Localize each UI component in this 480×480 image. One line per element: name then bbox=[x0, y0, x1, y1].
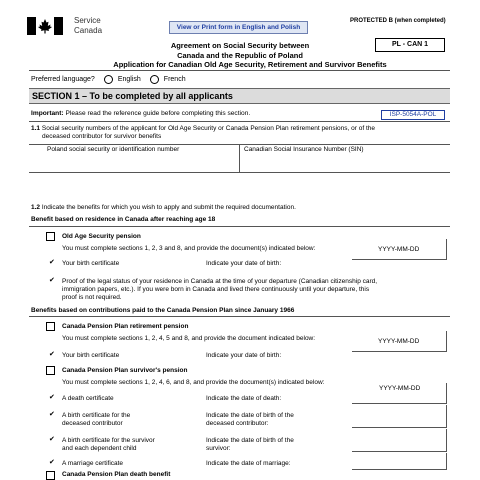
q12-number: 1.2 bbox=[31, 204, 41, 211]
divider bbox=[29, 226, 450, 227]
date-format-label: YYYY-MM-DD bbox=[378, 338, 420, 345]
oas-doc1-prompt: Indicate your date of birth: bbox=[206, 260, 282, 267]
divider bbox=[29, 70, 450, 71]
poland-ssn-header: Poland social security or identification number bbox=[47, 146, 180, 153]
important-text: Please read the reference guide before completing this section. bbox=[65, 110, 251, 117]
contributor-birthdate-field[interactable] bbox=[352, 405, 447, 428]
cpp-survivor-checkbox[interactable] bbox=[46, 366, 55, 375]
checkmark-icon: ✔ bbox=[49, 259, 55, 266]
cpp-retirement-checkbox[interactable] bbox=[46, 322, 55, 331]
title-line2: Canada and the Republic of Poland bbox=[177, 50, 303, 60]
marriage-date-field[interactable] bbox=[352, 453, 447, 470]
doc3-line2: and each dependent child bbox=[62, 445, 137, 452]
q12-text: Indicate the benefits for which you wish to apply and submit the required documentation. bbox=[41, 204, 296, 211]
doc2-prompt-line1: Indicate the date of birth of the bbox=[206, 412, 294, 419]
cpp-survivor-doc4: A marriage certificate bbox=[62, 460, 124, 467]
death-benefit-clip bbox=[0, 470, 480, 480]
oas-doc2-line3: proof is not required. bbox=[62, 294, 122, 301]
checkmark-icon: ✔ bbox=[49, 459, 55, 466]
language-row bbox=[31, 75, 186, 84]
important-label: Important: bbox=[31, 110, 64, 117]
survivor-birthdate-field[interactable] bbox=[352, 429, 447, 452]
cpp-survivor-doc2-prompt bbox=[206, 412, 294, 428]
oas-doc2 bbox=[62, 278, 447, 302]
cpp-retirement-instruction: You must complete sections 1, 2, 4, 5 and 8, and provide the document indicated below: bbox=[62, 335, 316, 342]
cpp-retirement-birthdate-field[interactable] bbox=[352, 331, 447, 352]
poland-ssn-input[interactable] bbox=[41, 155, 236, 171]
title-line1: Agreement on Social Security between bbox=[170, 41, 310, 50]
cpp-survivor-doc4-prompt: Indicate the date of marriage: bbox=[206, 460, 291, 467]
canada-sin-input[interactable] bbox=[242, 155, 447, 171]
checkmark-icon: ✔ bbox=[49, 411, 55, 418]
doc3-prompt-line1: Indicate the date of birth of the bbox=[206, 437, 294, 444]
checkmark-icon: ✔ bbox=[49, 394, 55, 401]
doc2-prompt-line2: deceased contributor: bbox=[206, 420, 269, 427]
date-format-label: YYYY-MM-DD bbox=[378, 246, 420, 253]
cpp-death-title: Canada Pension Plan death benefit bbox=[62, 471, 171, 478]
oas-doc1: Your birth certificate bbox=[62, 260, 120, 267]
cpp-death-checkbox[interactable] bbox=[46, 471, 55, 480]
residence-heading: Benefit based on residence in Canada after reaching age 18 bbox=[31, 216, 216, 223]
divider bbox=[29, 316, 450, 317]
service-canada-wordmark bbox=[74, 16, 102, 36]
language-label: Preferred language? bbox=[31, 76, 95, 83]
cpp-retirement-doc1-prompt: Indicate your date of birth: bbox=[206, 352, 282, 359]
checkmark-icon: ✔ bbox=[49, 277, 55, 284]
cpp-survivor-doc1: A death certificate bbox=[62, 395, 114, 402]
french-label: French bbox=[163, 76, 186, 83]
doc3-line1: A birth certificate for the survivor bbox=[62, 437, 155, 444]
form-subtitle: Application for Canadian Old Age Security, Retirement and Survivor Benefits bbox=[113, 60, 387, 69]
oas-instruction: You must complete sections 1, 2, 3 and 8, and provide the document(s) indicated below: bbox=[62, 245, 316, 252]
brand-line2: Canada bbox=[74, 26, 103, 35]
date-of-death-field[interactable] bbox=[352, 383, 447, 404]
oas-title: Old Age Security pension bbox=[62, 233, 141, 240]
table-divider bbox=[239, 144, 240, 173]
form-title bbox=[110, 41, 370, 60]
cpp-retirement-title: Canada Pension Plan retirement pension bbox=[62, 323, 189, 330]
oas-birthdate-field[interactable] bbox=[352, 239, 447, 260]
cpp-survivor-doc3 bbox=[62, 437, 155, 453]
q11-number: 1.1 bbox=[31, 125, 41, 132]
french-radio[interactable] bbox=[150, 75, 159, 84]
view-print-button[interactable]: View or Print form in English and Polish bbox=[169, 21, 308, 34]
cpp-heading: Benefits based on contributions paid to the Canada Pension Plan since January 1966 bbox=[31, 307, 295, 314]
cpp-survivor-doc3-prompt bbox=[206, 437, 294, 453]
section1-header: SECTION 1 – To be completed by all applicants bbox=[29, 88, 450, 104]
english-radio[interactable] bbox=[104, 75, 113, 84]
oas-checkbox[interactable] bbox=[46, 232, 55, 241]
form-code-box: PL - CAN 1 bbox=[375, 38, 445, 52]
protected-label: PROTECTED B (when completed) bbox=[350, 18, 446, 24]
doc3-prompt-line2: survivor: bbox=[206, 445, 231, 452]
brand-line1: Service bbox=[74, 16, 101, 25]
cpp-survivor-doc2 bbox=[62, 412, 130, 428]
cpp-survivor-title: Canada Pension Plan survivor's pension bbox=[62, 367, 188, 374]
checkmark-icon: ✔ bbox=[49, 351, 55, 358]
date-format-label: YYYY-MM-DD bbox=[379, 385, 421, 392]
checkmark-icon: ✔ bbox=[49, 436, 55, 443]
q11-text-line2: deceased contributor for survivor benefits bbox=[42, 133, 162, 140]
doc2-line2: deceased contributor bbox=[62, 420, 123, 427]
question-1-2 bbox=[31, 204, 296, 212]
question-1-1 bbox=[31, 125, 451, 133]
divider bbox=[29, 121, 450, 122]
cpp-survivor-instruction: You must complete sections 1, 2, 4, 6, and 8, and provide the document(s) indicated below: bbox=[62, 379, 325, 386]
q11-text: Social security numbers of the applicant for Old Age Security or Canada Pension Plan retirement pensions, or of the bbox=[41, 125, 375, 132]
canada-sin-header: Canadian Social Insurance Number (SIN) bbox=[244, 146, 364, 153]
canada-flag-logo bbox=[27, 17, 63, 35]
guide-link[interactable]: ISP-5054A-POL bbox=[381, 110, 445, 120]
doc2-line1: A birth certificate for the bbox=[62, 412, 131, 419]
oas-doc2-line2: immigration papers, etc.). If you were born in Canada and lived there continuously until your departure, this bbox=[62, 286, 370, 293]
english-label: English bbox=[117, 76, 141, 83]
important-note bbox=[31, 110, 250, 117]
cpp-survivor-doc1-prompt: Indicate the date of death: bbox=[206, 395, 282, 402]
oas-doc2-line1: Proof of the legal status of your residence in Canada at the time of your departure (Canadian citizenship card, bbox=[62, 278, 378, 285]
cpp-retirement-doc1: Your birth certificate bbox=[62, 352, 120, 359]
